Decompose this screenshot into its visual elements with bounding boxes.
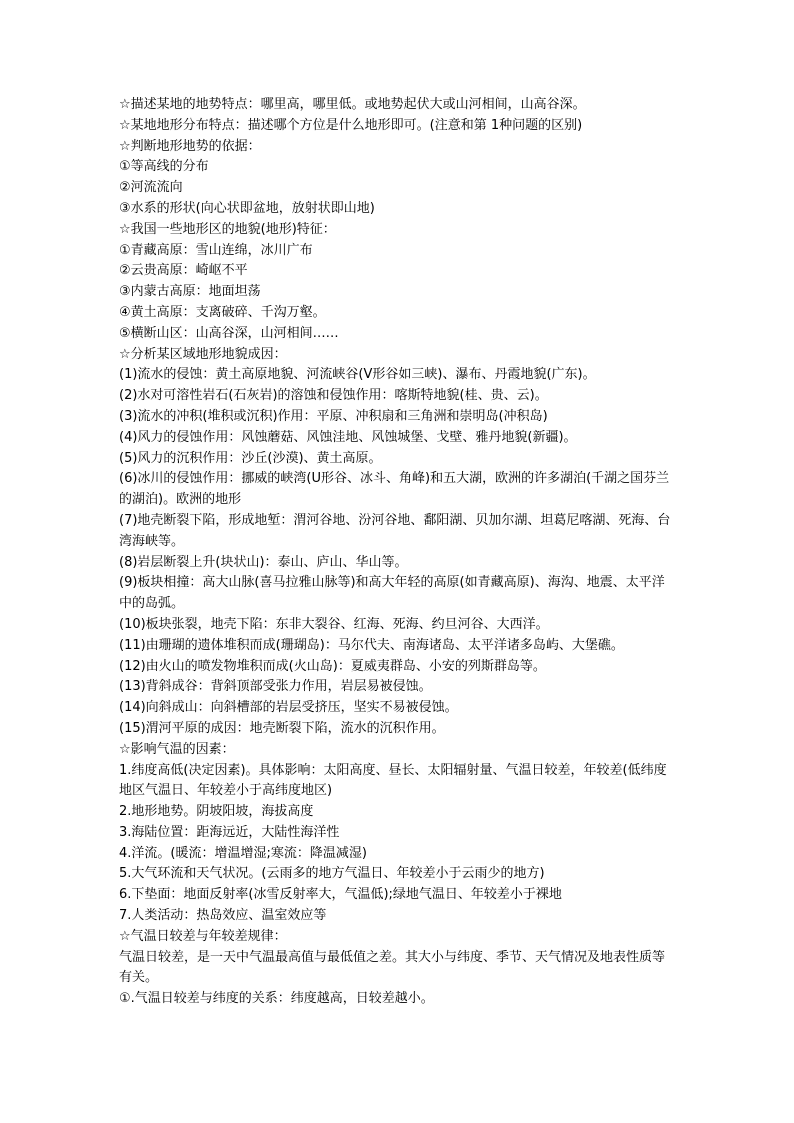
text-line: 6.下垫面：地面反射率(冰雪反射率大，气温低);绿地气温日、年较差小于裸地 (119, 887, 562, 903)
text-line: ☆气温日较差与年较差规律： (119, 928, 287, 944)
text-line: ②云贵高原：崎岖不平 (119, 263, 248, 279)
text-line: 4.洋流。(暖流：增温增湿;寒流：降温减湿) (119, 845, 367, 861)
text-line: (13)背斜成谷：背斜顶部受张力作用，岩层易被侵蚀。 (119, 679, 432, 695)
text-line: (12)由火山的喷发物堆积而成(火山岛)：夏威夷群岛、小安的列斯群岛等。 (119, 658, 546, 674)
text-line: (10)板块张裂，地壳下陷：东非大裂谷、红海、死海、约旦河谷、大西洋。 (119, 616, 549, 632)
text-line: (11)由珊瑚的遗体堆积而成(珊瑚岛)：马尔代夫、南海诸岛、太平洋诸多岛屿、大堡礁。 (119, 637, 624, 653)
text-line: ③内蒙古高原：地面坦荡 (119, 284, 261, 300)
text-line: 气温日较差，是一天中气温最高值与最低值之差。其大小与纬度、季节、天气情况及地表性质等有关。 (119, 949, 666, 986)
document-body (119, 95, 675, 1010)
text-line: ①青藏高原：雪山连绵，冰川广布 (119, 242, 313, 258)
text-line: ①等高线的分布 (119, 159, 209, 175)
text-line: (7)地壳断裂下陷，形成地堑：渭河谷地、汾河谷地、鄱阳湖、贝加尔湖、坦葛尼喀湖、死海、台湾海峡等。 (119, 512, 671, 549)
text-line: (5)风力的沉积作用：沙丘(沙漠)、黄土高原。 (119, 450, 382, 466)
text-line: ☆影响气温的因素： (119, 741, 235, 757)
text-line: 1.纬度高低(决定因素)。具体影响：太阳高度、昼长、太阳辐射量、气温日较差，年较差(低纬度地区气温日、年较差小于高纬度地区) (119, 762, 667, 799)
text-line: ☆某地地形分布特点：描述哪个方位是什么地形即可。(注意和第 1种问题的区别) (119, 117, 583, 133)
text-line: ☆判断地形地势的依据： (119, 138, 261, 154)
text-line: ⑤横断山区：山高谷深，山河相间…… (119, 325, 339, 341)
text-line: (6)冰川的侵蚀作用：挪威的峡湾(U形谷、冰斗、角峰)和五大湖，欧洲的许多湖泊(千湖之国芬兰的湖泊)。欧洲的地形 (119, 471, 670, 508)
text-line: 7.人类活动：热岛效应、温室效应等 (119, 908, 327, 924)
text-line: ②河流流向 (119, 180, 183, 196)
text-line: 5.大气环流和天气状况。(云雨多的地方气温日、年较差小于云雨少的地方) (119, 866, 545, 882)
text-line: (15)渭河平原的成因：地壳断裂下陷，流水的沉积作用。 (119, 720, 445, 736)
text-line: (1)流水的侵蚀：黄土高原地貌、河流峡谷(V形谷如三峡)、瀑布、丹霞地貌(广东)。 (119, 367, 596, 383)
text-line: ☆分析某区域地形地貌成因： (119, 346, 287, 362)
text-line: ③水系的形状(向心状即盆地，放射状即山地) (119, 200, 375, 216)
text-line: ①.气温日较差与纬度的关系：纬度越高，日较差越小。 (119, 991, 434, 1007)
text-line: (8)岩层断裂上升(块状山)：泰山、庐山、华山等。 (119, 554, 408, 570)
text-line: 2.地形地势。阴坡阳坡，海拔高度 (119, 804, 314, 820)
text-line: (4)风力的侵蚀作用：风蚀蘑菇、风蚀洼地、风蚀城堡、戈壁、雅丹地貌(新疆)。 (119, 429, 577, 445)
text-line: ☆描述某地的地势特点：哪里高，哪里低。或地势起伏大或山河相间，山高谷深。 (119, 97, 586, 112)
text-line: (9)板块相撞：高大山脉(喜马拉雅山脉等)和高大年轻的高原(如青藏高原)、海沟、地震、太平洋中的岛弧。 (119, 575, 665, 612)
text-line: ④黄土高原：支离破碎、千沟万壑。 (119, 304, 326, 320)
text-line: (14)向斜成山：向斜槽部的岩层受挤压，坚实不易被侵蚀。 (119, 700, 458, 716)
text-line: 3.海陆位置：距海远近，大陆性海洋性 (119, 824, 340, 840)
text-line: (3)流水的冲积(堆积或沉积)作用：平原、冲积扇和三角洲和崇明岛(冲积岛) (119, 408, 548, 424)
text-line: ☆我国一些地形区的地貌(地形)特征： (119, 221, 336, 237)
text-line: (2)水对可溶性岩石(石灰岩)的溶蚀和侵蚀作用：喀斯特地貌(桂、贵、云)。 (119, 388, 548, 404)
